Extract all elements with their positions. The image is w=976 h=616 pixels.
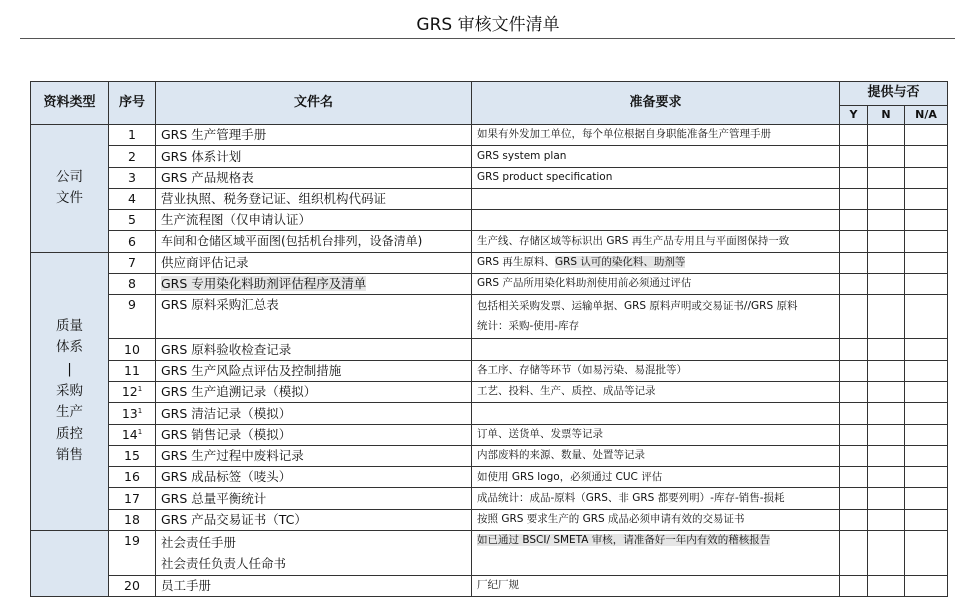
highlighted-requirement: GRS 认可的染化料、助剂等 bbox=[554, 256, 686, 269]
requirement: 包括相关采购发票、运输单据、GRS 原料声明或交易证书//GRS 原料 统计：采购-使用-库存 bbox=[472, 295, 840, 339]
check-na[interactable] bbox=[905, 424, 948, 445]
document-name: GRS 原料验收检查记录 bbox=[156, 339, 472, 360]
row-number: 18 bbox=[109, 509, 156, 530]
row-number: 19 bbox=[109, 531, 156, 576]
requirement: 成品统计：成品-原料（GRS、非 GRS 都要列明）-库存-销售-损耗 bbox=[472, 488, 840, 509]
check-y[interactable] bbox=[840, 445, 868, 466]
requirement: 按照 GRS 要求生产的 GRS 成品必须申请有效的交易证书 bbox=[472, 509, 840, 530]
check-n[interactable] bbox=[868, 403, 905, 424]
row-number: 9 bbox=[109, 295, 156, 339]
requirement: GRS system plan bbox=[472, 146, 840, 167]
document-name: GRS 销售记录（模拟） bbox=[156, 424, 472, 445]
check-n[interactable] bbox=[868, 188, 905, 209]
check-n[interactable] bbox=[868, 146, 905, 167]
row-number: 17 bbox=[109, 488, 156, 509]
header-na: N/A bbox=[905, 106, 948, 125]
check-na[interactable] bbox=[905, 509, 948, 530]
row-number: 3 bbox=[109, 167, 156, 188]
check-y[interactable] bbox=[840, 488, 868, 509]
table-row bbox=[31, 210, 948, 231]
document-name: GRS 生产风险点评估及控制措施 bbox=[156, 360, 472, 381]
check-n[interactable] bbox=[868, 210, 905, 231]
document-name: GRS 产品规格表 bbox=[156, 167, 472, 188]
check-y[interactable] bbox=[840, 146, 868, 167]
requirement: 如使用 GRS logo，必须通过 CUC 评估 bbox=[472, 467, 840, 488]
category-company: 公司 文件 bbox=[31, 125, 109, 253]
table-row bbox=[31, 424, 948, 445]
check-n[interactable] bbox=[868, 125, 905, 146]
header-category: 资料类型 bbox=[31, 82, 109, 125]
requirement bbox=[472, 210, 840, 231]
check-na[interactable] bbox=[905, 274, 948, 295]
check-y[interactable] bbox=[840, 231, 868, 252]
category-quality: 质量 体系 | 采购 生产 质控 销售 bbox=[31, 252, 109, 530]
check-na[interactable] bbox=[905, 445, 948, 466]
title-rule bbox=[20, 38, 955, 39]
check-y[interactable] bbox=[840, 252, 868, 273]
check-na[interactable] bbox=[905, 488, 948, 509]
check-y[interactable] bbox=[840, 381, 868, 402]
check-n[interactable] bbox=[868, 274, 905, 295]
requirement: 厂纪厂规 bbox=[472, 575, 840, 596]
document-name: 员工手册 bbox=[156, 575, 472, 596]
check-y[interactable] bbox=[840, 509, 868, 530]
document-name: 生产流程图（仅申请认证） bbox=[156, 210, 472, 231]
check-n[interactable] bbox=[868, 381, 905, 402]
header-no: N bbox=[868, 106, 905, 125]
table-row bbox=[31, 274, 948, 295]
requirement bbox=[472, 188, 840, 209]
document-name: 供应商评估记录 bbox=[156, 252, 472, 273]
check-y[interactable] bbox=[840, 531, 868, 576]
check-na[interactable] bbox=[905, 252, 948, 273]
requirement: 如已通过 BSCI/ SMETA 审核，请准备好一年内有效的稽核报告 bbox=[472, 531, 840, 576]
row-number: 10 bbox=[109, 339, 156, 360]
check-na[interactable] bbox=[905, 146, 948, 167]
check-n[interactable] bbox=[868, 575, 905, 596]
document-name: GRS 清洁记录（模拟） bbox=[156, 403, 472, 424]
header-number: 序号 bbox=[109, 82, 156, 125]
row-number: 1 bbox=[109, 125, 156, 146]
check-na[interactable] bbox=[905, 467, 948, 488]
requirement: GRS 再生原料、GRS 认可的染化料、助剂等 bbox=[472, 252, 840, 273]
requirement: 生产线、存储区域等标识出 GRS 再生产品专用且与平面图保持一致 bbox=[472, 231, 840, 252]
table-row bbox=[31, 360, 948, 381]
check-y[interactable] bbox=[840, 339, 868, 360]
check-n[interactable] bbox=[868, 339, 905, 360]
table-row bbox=[31, 445, 948, 466]
row-number: $14^1$ bbox=[109, 424, 156, 445]
requirement: 工艺、投料、生产、质控、成品等记录 bbox=[472, 381, 840, 402]
check-na[interactable] bbox=[905, 381, 948, 402]
table-row bbox=[31, 467, 948, 488]
row-number: 15 bbox=[109, 445, 156, 466]
table-row bbox=[31, 125, 948, 146]
document-name: GRS 总量平衡统计 bbox=[156, 488, 472, 509]
check-y[interactable] bbox=[840, 403, 868, 424]
row-number: 16 bbox=[109, 467, 156, 488]
check-y[interactable] bbox=[840, 424, 868, 445]
requirement bbox=[472, 403, 840, 424]
check-y[interactable] bbox=[840, 167, 868, 188]
table-row bbox=[31, 403, 948, 424]
table-row bbox=[31, 231, 948, 252]
check-na[interactable] bbox=[905, 210, 948, 231]
table-row bbox=[31, 488, 948, 509]
check-na[interactable] bbox=[905, 575, 948, 596]
check-y[interactable] bbox=[840, 467, 868, 488]
check-n[interactable] bbox=[868, 252, 905, 273]
document-name: GRS 生产追溯记录（模拟） bbox=[156, 381, 472, 402]
page-title: GRS 审核文件清单 bbox=[416, 15, 560, 35]
header-requirement: 准备要求 bbox=[472, 82, 840, 125]
document-name: 车间和仓储区域平面图(包括机台排列，设备清单) bbox=[156, 231, 472, 252]
table-row bbox=[31, 339, 948, 360]
requirement: 内部废料的来源、数量、处置等记录 bbox=[472, 445, 840, 466]
check-n[interactable] bbox=[868, 424, 905, 445]
check-na[interactable] bbox=[905, 360, 948, 381]
row-number: 20 bbox=[109, 575, 156, 596]
check-n[interactable] bbox=[868, 488, 905, 509]
requirement: GRS product specification bbox=[472, 167, 840, 188]
document-name: 社会责任手册 社会责任负责人任命书 bbox=[156, 531, 472, 576]
table-row bbox=[31, 531, 948, 576]
check-na[interactable] bbox=[905, 231, 948, 252]
table-row bbox=[31, 295, 948, 339]
table-row bbox=[31, 167, 948, 188]
check-n[interactable] bbox=[868, 167, 905, 188]
check-na[interactable] bbox=[905, 531, 948, 576]
row-number: 5 bbox=[109, 210, 156, 231]
row-number: $12^1$ bbox=[109, 381, 156, 402]
document-name: GRS 体系计划 bbox=[156, 146, 472, 167]
row-number: 2 bbox=[109, 146, 156, 167]
check-na[interactable] bbox=[905, 125, 948, 146]
row-number: 6 bbox=[109, 231, 156, 252]
check-na[interactable] bbox=[905, 188, 948, 209]
requirement: GRS 产品所用染化料助剂使用前必须通过评估 bbox=[472, 274, 840, 295]
table-row bbox=[31, 509, 948, 530]
document-checklist-table bbox=[30, 81, 948, 597]
requirement: 如果有外发加工单位，每个单位根据自身职能准备生产管理手册 bbox=[472, 125, 840, 146]
check-n[interactable] bbox=[868, 509, 905, 530]
header-provided: 提供与否 bbox=[840, 82, 948, 106]
check-y[interactable] bbox=[840, 575, 868, 596]
document-name: GRS 成品标签（唛头） bbox=[156, 467, 472, 488]
table-row bbox=[31, 575, 948, 596]
check-na[interactable] bbox=[905, 295, 948, 339]
check-n[interactable] bbox=[868, 467, 905, 488]
requirement: 各工序、存储等环节（如易污染、易混批等） bbox=[472, 360, 840, 381]
check-na[interactable] bbox=[905, 167, 948, 188]
check-na[interactable] bbox=[905, 403, 948, 424]
document-name: GRS 原料采购汇总表 bbox=[156, 295, 472, 339]
document-name: 营业执照、税务登记证、组织机构代码证 bbox=[156, 188, 472, 209]
document-name: GRS 生产管理手册 bbox=[156, 125, 472, 146]
check-na[interactable] bbox=[905, 339, 948, 360]
check-n[interactable] bbox=[868, 360, 905, 381]
check-y[interactable] bbox=[840, 125, 868, 146]
category-blank bbox=[31, 531, 109, 597]
check-y[interactable] bbox=[840, 274, 868, 295]
requirement bbox=[472, 339, 840, 360]
row-number: 7 bbox=[109, 252, 156, 273]
row-number: 8 bbox=[109, 274, 156, 295]
header-document: 文件名 bbox=[156, 82, 472, 125]
header-yes: Y bbox=[840, 106, 868, 125]
check-n[interactable] bbox=[868, 445, 905, 466]
table-row bbox=[31, 146, 948, 167]
document-name: GRS 专用染化料助剂评估程序及清单 bbox=[156, 274, 472, 295]
table-row bbox=[31, 252, 948, 273]
check-y[interactable] bbox=[840, 360, 868, 381]
check-y[interactable] bbox=[840, 295, 868, 339]
row-number: 11 bbox=[109, 360, 156, 381]
row-number: $13^1$ bbox=[109, 403, 156, 424]
requirement: 订单、送货单、发票等记录 bbox=[472, 424, 840, 445]
check-n[interactable] bbox=[868, 295, 905, 339]
check-n[interactable] bbox=[868, 231, 905, 252]
check-y[interactable] bbox=[840, 188, 868, 209]
check-y[interactable] bbox=[840, 210, 868, 231]
document-name: GRS 产品交易证书（TC） bbox=[156, 509, 472, 530]
document-name: GRS 生产过程中废料记录 bbox=[156, 445, 472, 466]
row-number: 4 bbox=[109, 188, 156, 209]
table-row bbox=[31, 381, 948, 402]
check-n[interactable] bbox=[868, 531, 905, 576]
table-row bbox=[31, 188, 948, 209]
